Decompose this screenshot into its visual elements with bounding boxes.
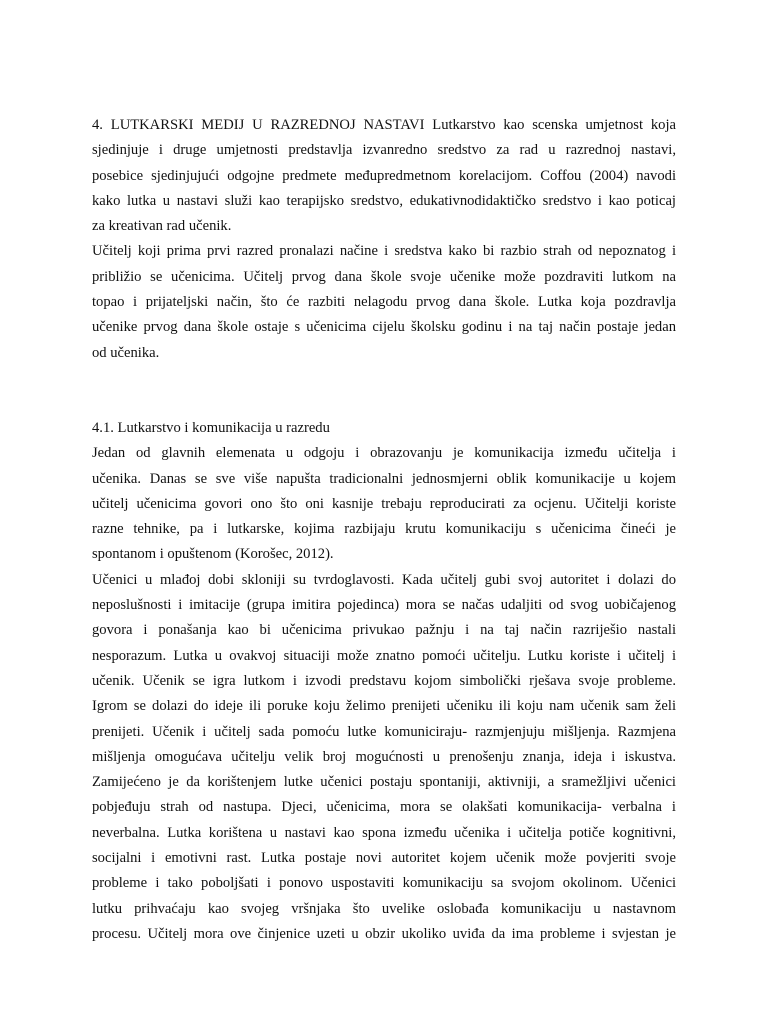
text-line: nesporazum. Lutka u ovakvoj situaciji može znatno pomoći učitelju. Lutku koriste i učitelj i	[92, 647, 676, 664]
text-line: učitelj učenicima govori ono što oni kasnije trebaju reproducirati za ocjenu. Učitelji koriste	[92, 495, 676, 512]
text-line: učenik. Učenik se igra lutkom i izvodi predstavu kojom simbolički rješava svoje probleme.	[92, 672, 676, 689]
text-line: sjedinjuje i druge umjetnosti predstavlja izvanredno sredstvo za rad u razrednoj nastavi,	[92, 142, 676, 159]
text-line: prenijeti. Učenik i učitelj sada pomoću lutke komuniciraju- razmjenjuju mišljenja. Razmjena	[92, 723, 676, 740]
text-line: probleme i tako poboljšati i ponovo uspostaviti komunikaciju sa svojom okolinom. Učenici	[92, 875, 676, 892]
text-line: Jedan od glavnih elemenata u odgoju i obrazovanju je komunikacija između učitelja i	[92, 445, 676, 462]
text-line: učenika. Danas se sve više napušta tradicionalni jednosmjerni oblik komunikacije u kojem	[92, 470, 676, 487]
text-line: Učitelj koji prima prvi razred pronalazi načine i sredstva kako bi razbio strah od nepoznatog i	[92, 243, 676, 260]
text-line: kako lutka u nastavi služi kao terapijsko sredstvo, edukativnodidaktičko sredstvo i kao poticaj	[92, 192, 676, 209]
text-line: Igrom se dolazi do ideje ili poruke koju želimo prenijeti učeniku ili koju nam učenik sam želi	[92, 698, 676, 715]
document-page	[92, 113, 676, 947]
section-2	[92, 416, 676, 947]
section-heading: 4.1. Lutkarstvo i komunikacija u razredu	[92, 419, 330, 436]
text-line: neverbalna. Lutka korištena u nastavi kao spona između učenika i učitelja potiče kognitivni,	[92, 824, 676, 841]
text-line: govora i ponašanja kao bi učenicima privukao pažnju i na taj način razriješio nastali	[92, 622, 676, 639]
text-line: posebice sjedinjujući odgojne predmete međupredmetnom korelacijom. Coffou (2004) navodi	[92, 167, 676, 184]
text-line: približio se učenicima. Učitelj prvog dana škole svoje učenike može pozdraviti lutkom na	[92, 268, 676, 285]
text-line: pobjeđuju strah od nastupa. Djeci, učenicima, mora se olakšati komunikacija- verbalna i	[92, 799, 676, 816]
section-gap	[92, 366, 676, 416]
text-line: od učenika.	[92, 344, 160, 361]
text-line: Zamijećeno je da korištenjem lutke učenici postaju spontaniji, aktivniji, a sramežljivi učenici	[92, 774, 676, 791]
text-line: za kreativan rad učenik.	[92, 218, 232, 235]
text-line: lutku prihvaćaju kao svojeg vršnjaka što uvelike oslobađa komunikaciju u nastavnom	[92, 900, 676, 917]
text-line: Učenici u mlađoj dobi skloniji su tvrdoglavosti. Kada učitelj gubi svoj autoritet i dolazi do	[92, 571, 676, 588]
text-line: učenike prvog dana škole ostaje s učenicima cijelu školsku godinu i na taj način postaje jedan	[92, 319, 676, 336]
section-1	[92, 113, 676, 366]
text-line: spontanom i opuštenom (Korošec, 2012).	[92, 546, 334, 563]
text-line: socijalni i emotivni rast. Lutka postaje novi autoritet kojem učenik može povjeriti svoje	[92, 850, 676, 867]
text-line: razne tehnike, pa i lutkarske, kojima razbijaju krutu komunikaciju s učenicima čineći je	[92, 521, 676, 538]
text-line: neposlušnosti i imitacije (grupa imitira pojedinca) mora se načas udaljiti od svog uobičajenog	[92, 597, 676, 614]
text-line: procesu. Učitelj mora ove činjenice uzeti u obzir ukoliko uviđa da ima probleme i svjestan je	[92, 925, 676, 942]
text-line: topao i prijateljski način, što će razbiti nelagodu prvog dana škole. Lutka koja pozdravlja	[92, 294, 676, 311]
text-line: 4. LUTKARSKI MEDIJ U RAZREDNOJ NASTAVI Lutkarstvo kao scenska umjetnost koja	[92, 117, 676, 133]
text-line: mišljenja omogućava učitelju velik broj mogućnosti u prenošenju znanja, ideja i iskustva.	[92, 748, 676, 765]
